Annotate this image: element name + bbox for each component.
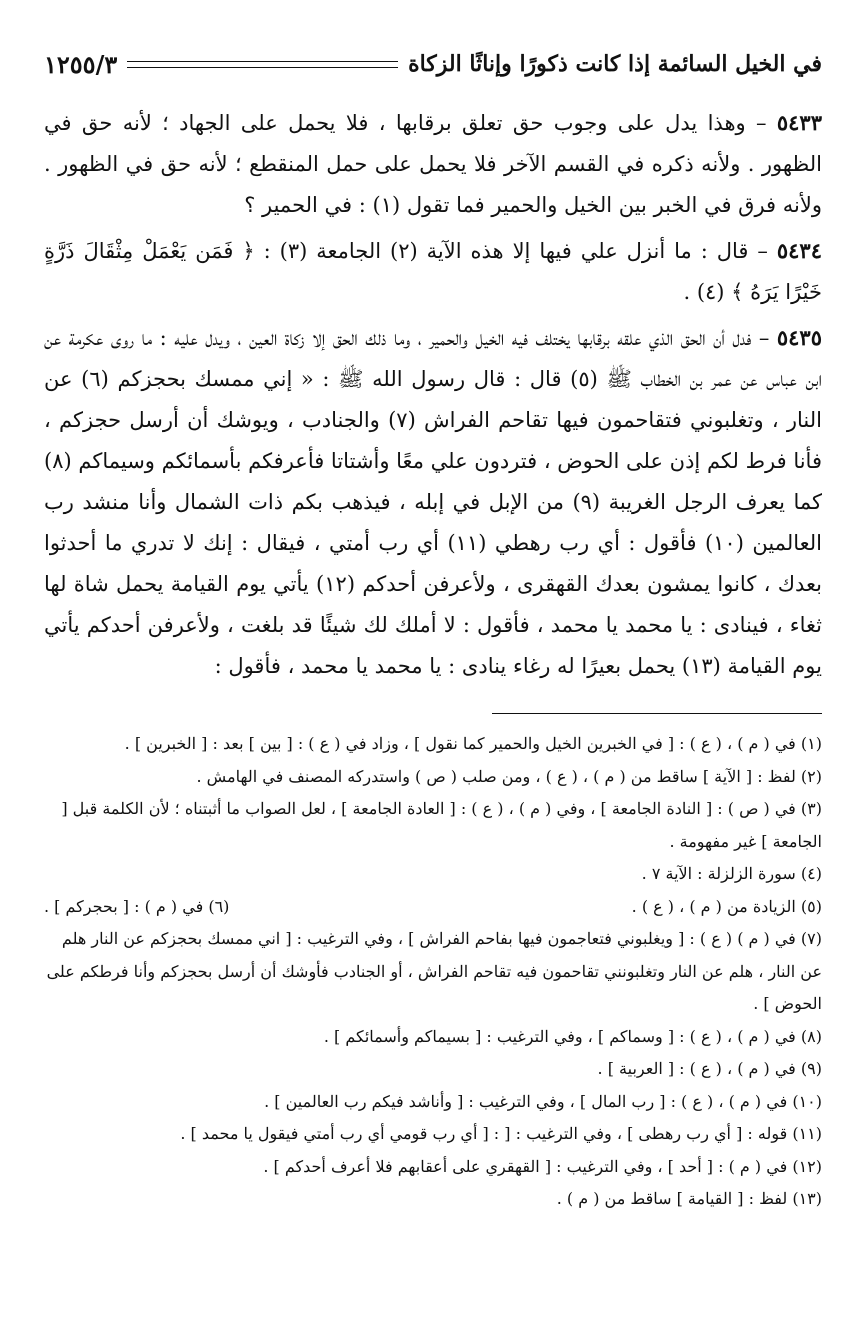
header-rule <box>127 61 398 68</box>
paragraph-text: – قال : ما أنزل علي فيها إلا هذه الآية (٢) الجامعة (٣) : ﴿ فَمَن يَعْمَلْ مِثْقَالَ ذَرَّةٍ خَيْرًا يَرَهُ ﴾ (٤) . <box>44 239 822 304</box>
paragraph <box>44 102 822 226</box>
footnote: (٨) في ( م ) ، ( ع ) : [ وسماكم ] ، وفي الترغيب : [ بسيماكم وأسمائكم ] . <box>323 1026 822 1046</box>
footnote: (١١) قوله : [ أي رب رهطى ] ، وفي الترغيب : [ : [ أي رب قومي أي رب أمتي فيقول يا محمد ] . <box>180 1124 822 1143</box>
footnote: (١٢) في ( م ) : [ أحد ] ، وفي الترغيب : [ القهقري على أعقابهم فلا أعرف أحدكم ] . <box>263 1156 822 1176</box>
document-page <box>44 40 822 1320</box>
footnote: (١٠) في ( م ) ، ( ع ) : [ رب المال ] ، وفي الترغيب : [ وأناشد فيكم رب العالمين ] . <box>264 1091 822 1111</box>
footnote: (٤) سورة الزلزلة : الآية ٧ . <box>641 864 822 883</box>
paragraph-text: – فدل أن الحق الذي علقه برقابها يختلف فيه الخيل والحمير ، وما ذلك الحق إلا زكاة العين ، ويدل عليه : ما روى عكرمة عن ابن عباس عن عمر بن الخطاب ﷺ (٥) قال : قال رسول الله ﷺ : « إني ممسك بحجزكم (٦) عن النار ، وتغلبوني فتقاحمون فيها تقاحم الفراش (٧) والجنادب ، ويوشك أن أرسل حجزكم ، فأنا فرط لكم إذن على الحوض ، فتردون علي معًا وأشتاتا فأعرفكم بأسمائكم وسيماكم (٨) كما يعرف الرجل الغريبة (٩) من الإبل في إبله ، فيذهب بكم ذات الشمال وأنا منشد رب العالمين (١٠) فأقول : أي رب رهطي (١١) أي رب أمتي ، فيقال : إنك لا تدري ما أحدثوا بعدك ، كانوا يمشون بعدك القهقرى ، ولأعرفن أحدكم (١٢) يأتي يوم القيامة يحمل شاة لها ثغاء ، فينادى : يا محمد يا محمد ، فأقول : لا أملك لك شيئًا قد بلغت ، ولأعرفن أحدكم يأتي يوم القيامة (١٣) يحمل بعيرًا له رغاء ينادى : يا محمد يا محمد ، فأقول : <box>44 326 823 678</box>
paragraph <box>44 317 822 687</box>
footnote: (٥) الزيادة من ( م ) ، ( ع ) . <box>631 896 822 916</box>
footnote-divider <box>492 713 822 714</box>
paragraph-number: ٥٤٣٥ <box>776 325 822 350</box>
paragraph-number: ٥٤٣٤ <box>776 238 822 263</box>
paragraph <box>44 230 822 313</box>
footnotes <box>44 728 822 1216</box>
footnote: (٦) في ( م ) : [ بحجركم ] . <box>44 896 230 916</box>
footnote-row <box>44 891 822 924</box>
footnote: (١٣) لفظ : [ القيامة ] ساقط من ( م ) . <box>556 1189 822 1208</box>
running-header <box>44 40 822 88</box>
footnote: (٢) لفظ : [ الآية ] ساقط من ( م ) ، ( ع ) ، ومن صلب ( ص ) واستدركه المصنف في الهامش . <box>196 766 822 786</box>
footnote: (١) في ( م ) ، ( ع ) : [ في الخبرين الخيل والحمير كما نقول ] ، وزاد في ( ع ) : [ بين ] بعد : [ الخبرين ] . <box>124 734 822 753</box>
footnote: (٧) في ( م ) ( ع ) : [ ويغلبوني فتعاجمون فيها بفاحم الفراش ] ، وفي الترغيب : [ اني ممسك بحجزكم عن النار هلم عن النار ، هلم عن النار وتغلبونني تقاحمون فيه تقاحم الفراش ، أو الجنادب فأوشك أن أرسل بحجزكم وأنا فرطكم على الحوض ] . <box>46 929 822 1013</box>
footnote: (٣) في ( ص ) : [ النادة الجامعة ] ، وفي ( م ) ، ( ع ) : [ العادة الجامعة ] ، لعل الصواب ما أثبتناه ؛ لأن الكلمة قبل [ الجامعة ] غير مفهومة . <box>61 799 822 851</box>
page-number: ١٢٥٥/٣ <box>44 49 118 79</box>
main-text <box>44 102 822 687</box>
footnote: (٩) في ( م ) ، ( ع ) : [ العربية ] . <box>597 1059 822 1078</box>
paragraph-text: – وهذا يدل على وجوب حق تعلق برقابها ، فلا يحمل على الجهاد ؛ لأنه حق في الظهور . ولأنه ذكره في القسم الآخر فلا يحمل على حمل المنقطع ؛ لأنه حق في الظهور . ولأنه فرق في الخبر بين الخيل والحمير فما تقول (١) : في الحمير ؟ <box>44 111 822 217</box>
header-title: في الخيل السائمة إذا كانت ذكورًا وإناثًا الزكاة <box>408 51 822 77</box>
paragraph-number: ٥٤٣٣ <box>776 110 822 135</box>
